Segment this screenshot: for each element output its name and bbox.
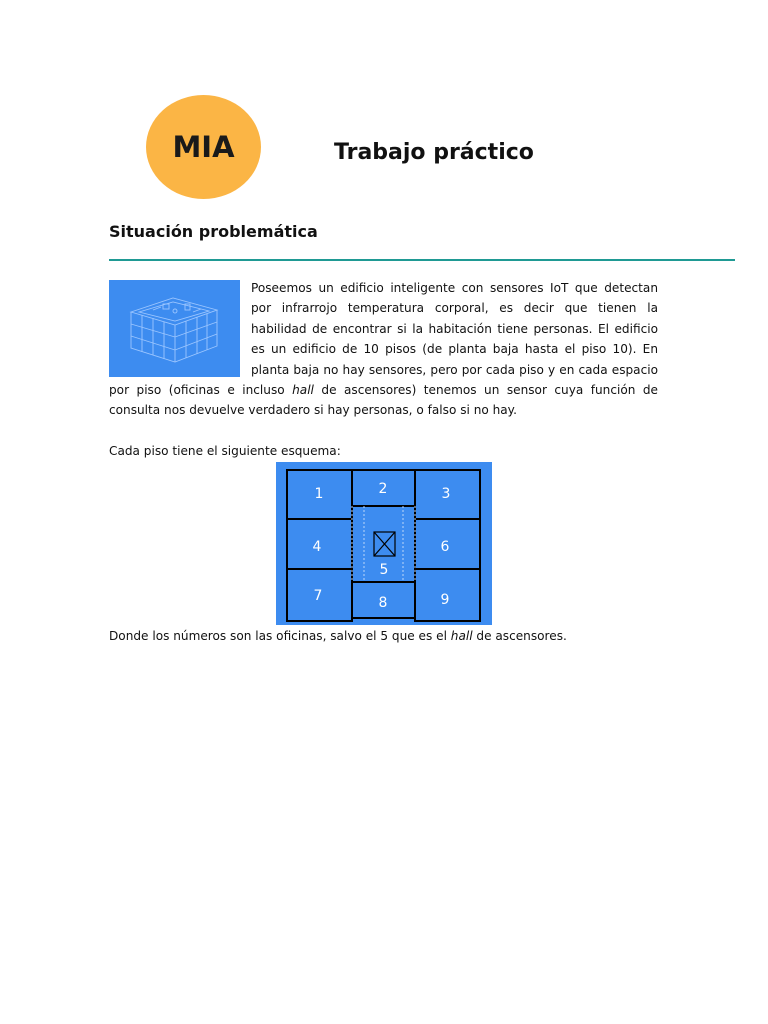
room-9-label: 9	[440, 592, 450, 608]
intro-text-part-2: de ascensores) tenemos un sensor cuya función de consulta nos devuelve verdadero si hay personas, o falso si no hay.	[109, 383, 659, 418]
intro-hall-emphasis: hall	[292, 383, 314, 398]
room-3-label: 3	[441, 486, 451, 502]
section-title: Situación problemática	[109, 222, 318, 241]
smart-building-illustration	[109, 280, 240, 377]
document-title: Trabajo práctico	[334, 140, 534, 165]
logo-text: MIA	[172, 130, 235, 164]
intro-paragraph	[109, 278, 658, 421]
room-7-label: 7	[313, 588, 323, 604]
legend-text-part-1: Donde los números son las oficinas, salvo el 5 que es el	[109, 629, 451, 643]
room-8-label: 8	[378, 595, 388, 611]
legend-sentence	[109, 629, 567, 643]
room-4-label: 4	[312, 539, 322, 555]
section-divider	[109, 259, 735, 261]
legend-hall-emphasis: hall	[450, 629, 473, 643]
mia-logo	[146, 95, 261, 199]
scheme-intro: Cada piso tiene el siguiente esquema:	[109, 444, 341, 458]
building-icon	[109, 280, 240, 377]
room-5-label: 5	[379, 562, 389, 578]
legend-text-part-2: de ascensores.	[472, 629, 567, 643]
room-2-label: 2	[378, 481, 388, 497]
intro-text-part-1: Poseemos un edificio inteligente con sensores IoT que detectan por infrarrojo temperatura corporal, es decir que tienen la habilidad de encontrar si la habitación tiene personas. El edificio es un edificio de 10 pisos (de planta baja hasta el piso 10). En planta baja no hay sensores, pero por cada piso y en cada espacio por piso (oficinas e incluso	[109, 281, 658, 398]
room-6-label: 6	[440, 539, 450, 555]
room-1-label: 1	[314, 486, 324, 502]
floor-plan-diagram	[276, 462, 492, 625]
